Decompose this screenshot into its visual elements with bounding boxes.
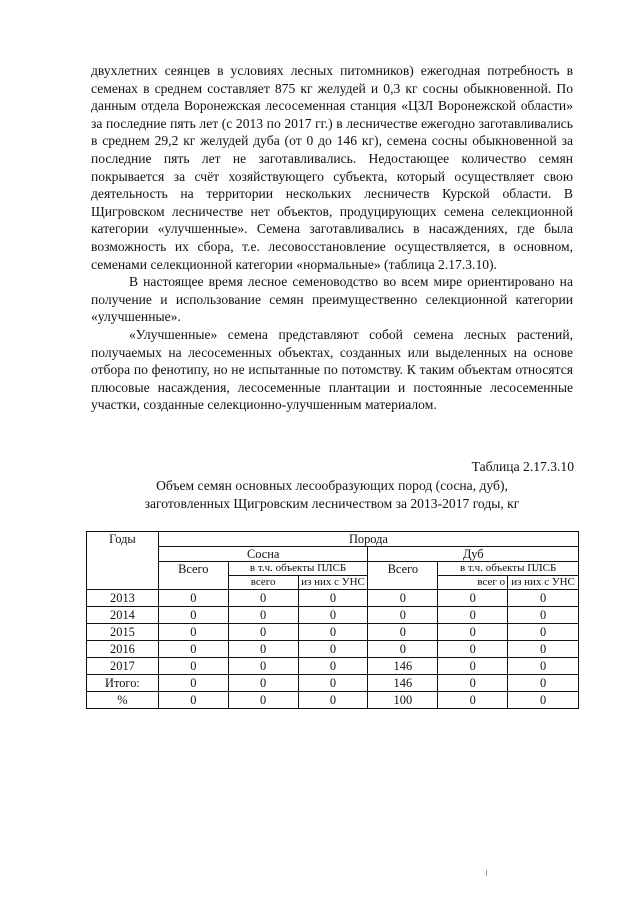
cell-pine-uns: 0 [298, 590, 368, 607]
cell-oak-plsb: 0 [438, 675, 508, 692]
cell-oak-uns: 0 [508, 692, 579, 709]
cell-pine-uns: 0 [298, 607, 368, 624]
cell-pine-uns: 0 [298, 624, 368, 641]
table-row [87, 624, 579, 641]
cell-oak-total: 100 [368, 692, 438, 709]
cell-oak-plsb: 0 [438, 658, 508, 675]
cell-pine-total: 0 [158, 607, 228, 624]
table-row [87, 658, 579, 675]
table-caption [91, 477, 573, 513]
cell-pine-plsb: 0 [228, 692, 298, 709]
cell-oak-total: 146 [368, 675, 438, 692]
cell-oak-plsb: 0 [438, 624, 508, 641]
cell-pine-total: 0 [158, 692, 228, 709]
cell-oak-total: 0 [368, 607, 438, 624]
table-row [87, 641, 579, 658]
cell-pine-plsb: 0 [228, 590, 298, 607]
table-caption-line-2: заготовленных Щигровским лесничеством за 2013-2017 годы, кг [144, 496, 520, 511]
header-oak: Дуб [368, 547, 579, 562]
cell-pine-total: 0 [158, 590, 228, 607]
cell-oak-uns: 0 [508, 590, 579, 607]
paragraph-1: двухлетних сеянцев в условиях лесных питомников) ежегодная потребность в семенах в среднем составляет 875 кг желудей и 0,3 кг сосны обыкновенной. По данным отдела Воронежская лесосеменная станция «ЦЗЛ Воронежской области» за последние пять лет (с 2013 по 2017 гг.) в лесничестве ежегодно заготавливались в среднем 29,2 кг желудей дуба (от 0 до 146 кг), семена сосны обыкновенной за последние пять лет не заготавливались. Недостающее количество семян покрывается за счёт хозяйствующего субъекта, который осуществляет свою деятельность на территории нескольких лесничеств Курской области. В Щигровском лесничестве нет объектов, продуцирующих семена селекционной категории «улучшенные». Семена заготавливались в насаждениях, где была возможность их сбора, т.е. лесовосстановление осуществляется, в основном, семенами селекционной категории «нормальные» (таблица 2.17.3.10). [91, 63, 573, 272]
cell-year: % [87, 692, 159, 709]
header-pine-all: всего [228, 576, 298, 590]
cell-pine-plsb: 0 [228, 607, 298, 624]
header-pine-plsb: в т.ч. объекты ПЛСБ [228, 562, 368, 576]
table-number: Таблица 2.17.3.10 [471, 459, 574, 474]
margin-mark [486, 870, 487, 876]
table-caption-line-1: Объем семян основных лесообразующих пород (сосна, дуб), [156, 478, 508, 493]
header-oak-all: всег о [438, 576, 508, 590]
header-years: Годы [87, 532, 159, 590]
cell-oak-total: 0 [368, 641, 438, 658]
table-row [87, 590, 579, 607]
table-row [87, 692, 579, 709]
table-row [87, 675, 579, 692]
paragraph-3: «Улучшенные» семена представляют собой семена лесных растений, получаемых на лесосеменных объектах, созданных или выделенных на основе отбора по фенотипу, но не испытанные по потомству. К таким объектам относятся плюсовые насаждения, лесосеменные плантации и постоянные лесосеменные участки, созданные селекционно-улучшенным материалом. [91, 326, 573, 413]
seed-volume-table [86, 531, 579, 709]
header-pine: Сосна [158, 547, 368, 562]
cell-pine-uns: 0 [298, 658, 368, 675]
cell-oak-plsb: 0 [438, 641, 508, 658]
cell-oak-total: 0 [368, 624, 438, 641]
cell-pine-total: 0 [158, 675, 228, 692]
cell-oak-uns: 0 [508, 624, 579, 641]
header-oak-uns: из них с УНС [508, 576, 579, 590]
cell-oak-uns: 0 [508, 658, 579, 675]
cell-pine-total: 0 [158, 658, 228, 675]
header-pine-uns: из них с УНС [298, 576, 368, 590]
cell-pine-plsb: 0 [228, 658, 298, 675]
cell-year: 2014 [87, 607, 159, 624]
cell-oak-total: 0 [368, 590, 438, 607]
header-pine-total: Всего [158, 562, 228, 590]
cell-year: Итого: [87, 675, 159, 692]
cell-pine-plsb: 0 [228, 624, 298, 641]
cell-pine-plsb: 0 [228, 641, 298, 658]
cell-pine-uns: 0 [298, 675, 368, 692]
cell-oak-uns: 0 [508, 675, 579, 692]
cell-pine-total: 0 [158, 624, 228, 641]
cell-oak-uns: 0 [508, 607, 579, 624]
body-text [91, 62, 573, 414]
paragraph-2: В настоящее время лесное семеноводство во всем мире ориентировано на получение и использование семян преимущественно селекционной категории «улучшенные». [91, 274, 573, 325]
table-row [87, 607, 579, 624]
cell-oak-total: 146 [368, 658, 438, 675]
cell-year: 2015 [87, 624, 159, 641]
cell-year: 2013 [87, 590, 159, 607]
cell-pine-uns: 0 [298, 641, 368, 658]
header-oak-plsb: в т.ч. объекты ПЛСБ [438, 562, 579, 576]
cell-pine-total: 0 [158, 641, 228, 658]
cell-oak-plsb: 0 [438, 607, 508, 624]
cell-oak-uns: 0 [508, 641, 579, 658]
cell-pine-uns: 0 [298, 692, 368, 709]
cell-oak-plsb: 0 [438, 692, 508, 709]
cell-pine-plsb: 0 [228, 675, 298, 692]
header-oak-total: Всего [368, 562, 438, 590]
cell-oak-plsb: 0 [438, 590, 508, 607]
cell-year: 2017 [87, 658, 159, 675]
header-breed: Порода [158, 532, 578, 547]
cell-year: 2016 [87, 641, 159, 658]
